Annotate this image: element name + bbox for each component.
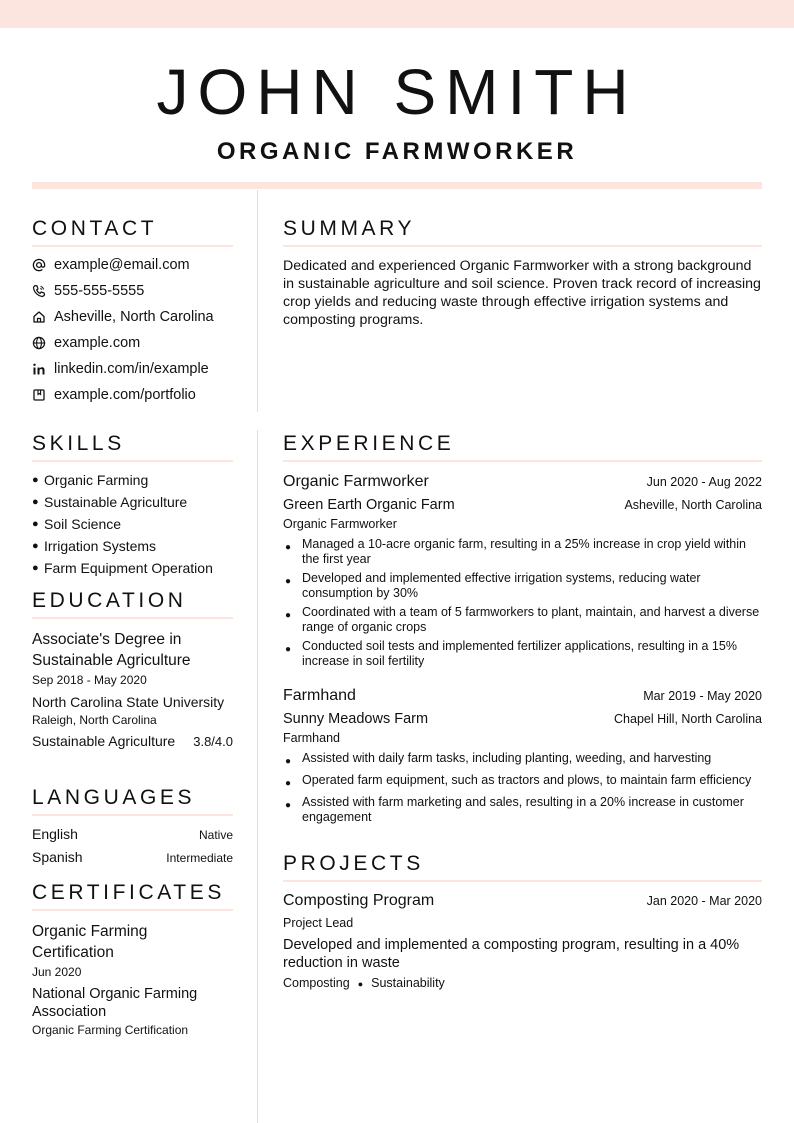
job-bullet: ● Assisted with farm marketing and sales, resulting in a 20% increase in customer engagement [285, 795, 744, 824]
job-dates: Jun 2020 - Aug 2022 [646, 475, 762, 489]
contact-phone-text: 555-555-5555 [54, 283, 145, 299]
skill-item: ● Soil Science [32, 516, 122, 532]
certificate-detail: Organic Farming Certification [32, 1023, 189, 1037]
project-role: Project Lead [283, 916, 354, 930]
job-location: Chapel Hill, North Carolina [614, 712, 762, 726]
skill-item: ● Irrigation Systems [32, 538, 157, 554]
language-row [32, 846, 233, 869]
summary-text: Dedicated and experienced Organic Farmworker with a strong background in sustainable agriculture and soil science. Proven track record of increasing crop yields and reducing waste through effective irrigation systems and composting programs. [283, 258, 761, 328]
project-tag: Sustainability [371, 976, 445, 990]
phone-icon [32, 284, 46, 298]
certificate-name: National Organic Farming Association [32, 986, 198, 1020]
project-description: Developed and implemented a composting program, resulting in a 40% reduction in waste [283, 937, 740, 971]
job-bullet: ● Managed a 10-acre organic farm, resulting in a 25% increase in crop yield within the first year [285, 537, 746, 566]
contact-linkedin-text: linkedin.com/in/example [54, 361, 209, 377]
job-bullet: ● Assisted with daily farm tasks, including planting, weeding, and harvesting [285, 751, 712, 767]
education-gpa-row [32, 733, 233, 749]
contact-website-text: example.com [54, 335, 141, 351]
contact-location [32, 304, 233, 330]
job-location: Asheville, North Carolina [624, 498, 762, 512]
job-company: Green Earth Organic Farm [283, 497, 455, 513]
language-level: Native [198, 828, 233, 842]
skill-item: ● Organic Farming [32, 472, 149, 488]
job-entry [283, 471, 762, 669]
contact-email-text: example@email.com [54, 257, 190, 273]
experience-section [283, 433, 762, 825]
portfolio-icon [32, 388, 46, 402]
skills-heading: SKILLS [32, 433, 233, 462]
certificate-name: Organic Farming Certification [32, 923, 148, 961]
header-divider [32, 182, 762, 189]
education-field: Sustainable Agriculture [32, 733, 176, 749]
contact-portfolio-text: example.com/portfolio [54, 387, 196, 403]
top-accent-band [0, 0, 794, 28]
education-section [32, 590, 233, 749]
contact-portfolio[interactable] [32, 382, 233, 408]
job-entry [283, 685, 762, 825]
project-title: Composting Program [283, 892, 435, 909]
education-heading: EDUCATION [32, 590, 233, 619]
job-bullet: ● Conducted soil tests and implemented fertilizer applications, resulting in a 15% increase in soil fertility [285, 639, 737, 668]
job-role: Farmhand [283, 731, 340, 745]
candidate-title: ORGANIC FARMWORKER [216, 138, 578, 165]
at-icon [32, 258, 46, 272]
linkedin-icon [32, 362, 46, 376]
certificates-section [32, 882, 233, 1039]
job-title: Organic Farmworker [283, 473, 429, 490]
globe-icon [32, 336, 46, 350]
skill-item: ● Sustainable Agriculture [32, 494, 188, 510]
summary-heading: SUMMARY [283, 218, 762, 247]
column-divider-bottom [257, 430, 258, 1123]
projects-heading: PROJECTS [283, 853, 762, 882]
candidate-name: JOHN SMITH [156, 56, 638, 128]
contact-heading: CONTACT [32, 218, 233, 247]
summary-section [283, 218, 762, 329]
skill-item: ● Farm Equipment Operation [32, 560, 213, 576]
certificates-heading: CERTIFICATES [32, 882, 233, 911]
contact-phone[interactable] [32, 278, 233, 304]
experience-heading: EXPERIENCE [283, 433, 762, 462]
contact-section [32, 218, 233, 408]
contact-website[interactable] [32, 330, 233, 356]
job-bullet: ● Operated farm equipment, such as tractors and plows, to maintain farm efficiency [285, 773, 752, 789]
language-level: Intermediate [166, 851, 233, 865]
contact-email[interactable] [32, 252, 233, 278]
contact-location-text: Asheville, North Carolina [54, 309, 214, 325]
job-bullet: ● Developed and implemented effective irrigation systems, reducing water consumption by 30% [285, 571, 701, 600]
education-dates: Sep 2018 - May 2020 [32, 673, 147, 687]
job-bullet: ● Coordinated with a team of 5 farmworkers to plant, maintain, and harvest a diverse range of organic crops [285, 605, 760, 634]
job-company: Sunny Meadows Farm [283, 711, 429, 727]
job-dates: Mar 2019 - May 2020 [643, 689, 762, 703]
project-dates: Jan 2020 - Mar 2020 [646, 894, 762, 908]
education-location: Raleigh, North Carolina [32, 713, 157, 727]
language-name: Spanish [32, 849, 83, 865]
language-name: English [32, 826, 78, 842]
job-role: Organic Farmworker [283, 517, 397, 531]
education-institution: North Carolina State University [32, 694, 225, 710]
languages-section [32, 787, 233, 869]
project-tags: Composting ● Sustainability [283, 976, 445, 990]
certificate-date: Jun 2020 [32, 965, 82, 979]
project-entry [283, 890, 762, 990]
skills-section [32, 433, 233, 579]
projects-section [283, 853, 762, 990]
languages-heading: LANGUAGES [32, 787, 233, 816]
job-title: Farmhand [283, 687, 356, 704]
education-degree: Associate's Degree in Sustainable Agriculture [32, 631, 191, 669]
home-icon [32, 310, 46, 324]
education-gpa: 3.8/4.0 [193, 734, 233, 749]
contact-linkedin[interactable] [32, 356, 233, 382]
language-row [32, 823, 233, 846]
column-divider-top [257, 190, 258, 412]
project-tag: Composting [283, 976, 350, 990]
